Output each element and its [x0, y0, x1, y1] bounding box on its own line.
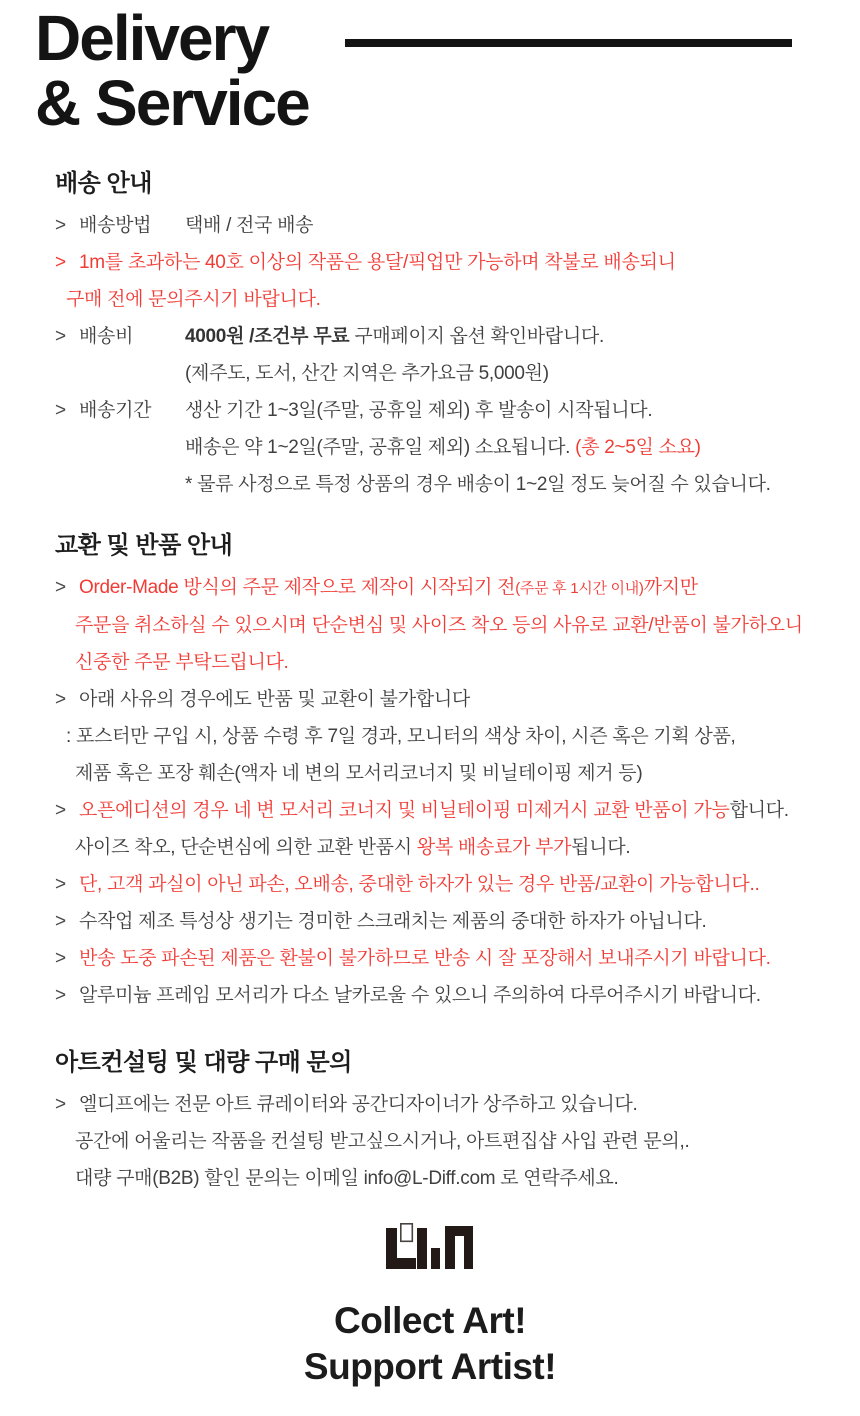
text-row [48, 1123, 860, 1160]
text-row [48, 681, 860, 718]
text-segment: (주문 후 1시간 이내) [515, 580, 644, 597]
text-segment: 택배 / 전국 배송 [185, 215, 314, 236]
slogan-line1: Collect Art! [333, 1300, 527, 1341]
slogan [0, 1298, 860, 1390]
section-rows [48, 569, 860, 1014]
row-text [75, 1131, 689, 1152]
text-row [48, 466, 860, 503]
text-segment: (총 2~5일 소요) [575, 437, 701, 458]
text-row [48, 355, 860, 392]
text-segment: 단, 고객 과실이 아닌 파손, 오배송, 중대한 하자가 있는 경우 반품/교환이 가능합니다.. [79, 874, 760, 895]
text-row [48, 755, 860, 792]
row-text [79, 903, 707, 940]
text-row [48, 569, 860, 607]
text-segment: 공간에 어울리는 작품을 컨설팅 받고싶으시거나, 아트편집샵 사입 관련 문의,. [75, 1131, 690, 1152]
section-rows [48, 207, 860, 503]
text-row [48, 281, 860, 318]
bullet-marker: > [55, 874, 66, 895]
page-footer [0, 1222, 860, 1390]
text-segment: 까지만 [643, 577, 698, 598]
row-text [79, 244, 676, 281]
row-text [79, 792, 789, 829]
row-text [79, 866, 759, 903]
text-segment: Order-Made 방식의 주문 제작으로 제작이 시작되기 전 [79, 577, 516, 598]
text-row [48, 1160, 860, 1197]
row-text [75, 652, 289, 673]
text-row [48, 392, 860, 429]
bullet-marker: > [55, 326, 66, 347]
row-text [75, 837, 630, 858]
text-segment: 생산 기간 1~3일(주말, 공휴일 제외) 후 발송이 시작됩니다. [185, 400, 653, 421]
text-row [48, 718, 860, 755]
text-segment: 배송은 약 1~2일(주말, 공휴일 제외) 소요됩니다. [185, 437, 576, 458]
text-segment: 아래 사유의 경우에도 반품 및 교환이 불가합니다 [79, 689, 470, 710]
info-sections [0, 169, 860, 1197]
row-text [75, 1168, 619, 1189]
text-segment: 대량 구매(B2B) 할인 문의는 이메일 info@L-Diff.com 로 연락주세요. [75, 1168, 619, 1189]
bullet-marker: > [55, 985, 66, 1006]
text-row [48, 940, 860, 977]
text-segment: : 포스터만 구입 시, 상품 수령 후 7일 경과, 모니터의 색상 차이, 시즌 혹은 기획 상품, [66, 726, 736, 747]
text-segment: * 물류 사정으로 특정 상품의 경우 배송이 1~2일 정도 늦어질 수 있습니다. [185, 474, 771, 495]
row-text [185, 392, 652, 429]
text-row [48, 866, 860, 903]
section-exchange [48, 531, 860, 1014]
text-row [48, 792, 860, 829]
row-label: 배송기간 [79, 400, 152, 421]
section-heading: 배송 안내 [55, 170, 152, 197]
text-row [48, 318, 860, 355]
row-text [185, 474, 771, 495]
text-row [48, 1086, 860, 1123]
text-segment: 반송 도중 파손된 제품은 환불이 불가하므로 반송 시 잘 포장해서 보내주시기 바랍니다. [79, 948, 771, 969]
text-segment: 사이즈 착오, 단순변심에 의한 교환 반품시 [75, 837, 417, 858]
text-row [48, 607, 860, 644]
row-text [66, 726, 736, 747]
section-heading: 아트컨설팅 및 대량 구매 문의 [55, 1049, 352, 1076]
text-segment: 구매 전에 문의주시기 바랍니다. [66, 289, 321, 310]
row-text [185, 437, 701, 458]
section-rows [48, 1086, 860, 1197]
text-segment: 합니다. [729, 800, 789, 821]
title-rule [345, 39, 792, 47]
text-row [48, 829, 860, 866]
text-segment: 수작업 제조 특성상 생기는 경미한 스크래치는 제품의 중대한 하자가 아닙니다. [79, 911, 707, 932]
row-label: 배송방법 [79, 215, 152, 236]
text-row [48, 644, 860, 681]
page-title-line1: Delivery [35, 2, 269, 74]
page-title-line2: & Service [35, 67, 309, 139]
bullet-marker: > [55, 400, 66, 421]
text-row [48, 244, 860, 281]
section-shipping [48, 169, 860, 503]
bullet-marker: > [55, 215, 66, 236]
text-row [48, 429, 860, 466]
page-header [0, 0, 860, 139]
text-segment: 신중한 주문 부탁드립니다. [75, 652, 289, 673]
section-heading: 교환 및 반품 안내 [55, 532, 233, 559]
slogan-line2: Support Artist! [303, 1346, 557, 1387]
bullet-marker: > [55, 800, 66, 821]
row-text [79, 940, 771, 977]
text-segment: (제주도, 도서, 산간 지역은 추가요금 5,000원) [185, 363, 549, 384]
text-row [48, 903, 860, 940]
text-segment: 엘디프에는 전문 아트 큐레이터와 공간디자이너가 상주하고 있습니다. [79, 1094, 638, 1115]
row-text [185, 318, 604, 355]
row-text [79, 681, 470, 718]
page-title [35, 2, 860, 139]
bullet-marker: > [55, 252, 66, 273]
text-segment: 됩니다. [571, 837, 631, 858]
row-text [66, 289, 321, 310]
text-segment: 제품 혹은 포장 훼손(액자 네 변의 모서리코너지 및 비닐테이핑 제거 등) [75, 763, 643, 784]
text-segment: 주문을 취소하실 수 있으시며 단순변심 및 사이즈 착오 등의 사유로 교환/반품이 불가하오니 [75, 615, 803, 636]
bullet-marker: > [55, 577, 66, 598]
row-text [185, 363, 549, 384]
text-segment: 구매페이지 옵션 확인바랍니다. [354, 326, 604, 347]
text-segment: 4000원 /조건부 무료 [185, 326, 355, 347]
text-segment: 오픈에디션의 경우 네 변 모서리 코너지 및 비닐테이핑 미제거시 교환 반품이 가능 [79, 800, 730, 821]
text-segment: 왕복 배송료가 부가 [416, 837, 572, 858]
text-segment: 알루미늄 프레임 모서리가 다소 날카로울 수 있으니 주의하여 다루어주시기 바랍니다. [79, 985, 761, 1006]
row-text [79, 569, 698, 607]
row-text [185, 207, 313, 244]
bullet-marker: > [55, 911, 66, 932]
text-row [48, 207, 860, 244]
section-consulting [48, 1048, 860, 1197]
row-text [79, 1086, 637, 1123]
bullet-marker: > [55, 948, 66, 969]
row-text [75, 763, 642, 784]
text-segment: 1m를 초과하는 40호 이상의 작품은 용달/픽업만 가능하며 착불로 배송되니 [79, 252, 676, 273]
l-diff-logo [0, 1222, 860, 1270]
row-label: 배송비 [79, 326, 134, 347]
text-row [48, 977, 860, 1014]
bullet-marker: > [55, 689, 66, 710]
row-text [79, 977, 761, 1014]
row-text [75, 615, 803, 636]
bullet-marker: > [55, 1094, 66, 1115]
